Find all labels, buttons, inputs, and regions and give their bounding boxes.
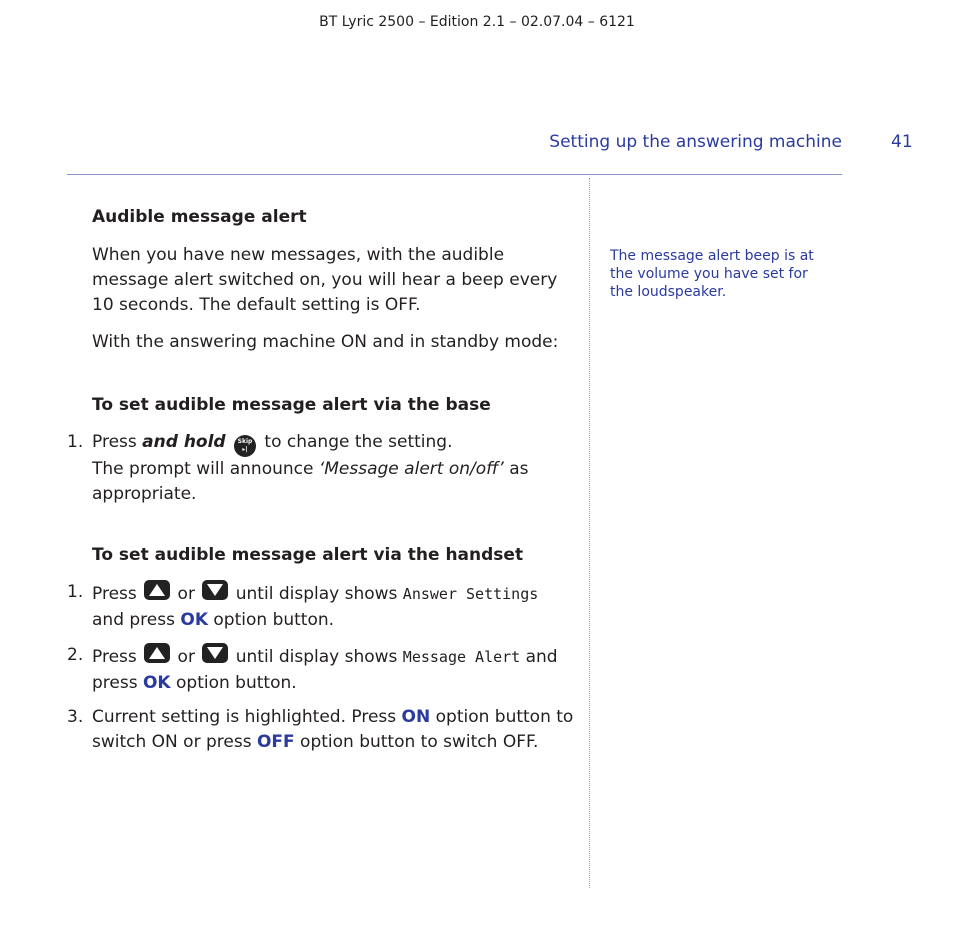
section-title: Setting up the answering machine: [549, 132, 842, 152]
step-text: Current setting is highlighted. Press: [92, 707, 402, 727]
base-step-1: [92, 430, 572, 507]
step-text: until display shows: [230, 584, 403, 604]
step-text: and press: [92, 647, 558, 693]
prompt-pre: The prompt will announce: [92, 459, 319, 479]
down-arrow-key-icon: [202, 580, 228, 608]
prompt-post: as appropriate.: [92, 459, 529, 504]
display-text-message-alert: Message Alert: [402, 648, 521, 666]
handset-step-2-number: 2.: [67, 645, 84, 665]
base-heading: To set audible message alert via the base: [92, 395, 491, 415]
skip-key-icon: Skip ▸|: [234, 435, 256, 457]
section-heading: Audible message alert: [92, 207, 307, 227]
ok-label: OK: [180, 610, 208, 630]
down-arrow-key-icon: [202, 643, 228, 671]
base-step-1-number: 1.: [67, 432, 84, 452]
prompt-quote: ‘Message alert on/off’: [318, 459, 504, 479]
intro-paragraph: When you have new messages, with the audible message alert switched on, you will hear a beep every 10 seconds. The default setting is OFF.: [92, 245, 558, 315]
and-hold-text: and hold: [142, 432, 226, 452]
handset-step-2: [92, 643, 577, 696]
step-text: option button.: [170, 673, 297, 693]
handset-step-3-number: 3.: [67, 707, 84, 727]
step-text: or: [172, 647, 201, 667]
header-rule: [67, 174, 842, 175]
edition-line: BT Lyric 2500 – Edition 2.1 – 02.07.04 – 6121: [319, 14, 635, 30]
step-text: until display shows: [230, 647, 403, 667]
step-text: and press: [92, 610, 181, 630]
side-note: The message alert beep is at the volume you have set for the loudspeaker.: [610, 248, 814, 300]
on-label: ON: [401, 707, 431, 727]
handset-step-1: [92, 580, 577, 633]
up-arrow-key-icon: [144, 580, 170, 608]
ok-label: OK: [142, 673, 171, 693]
handset-step-1-number: 1.: [67, 582, 84, 602]
base-step-1-after: to change the setting.: [259, 432, 453, 452]
step-text: Press: [92, 647, 143, 667]
column-divider: [589, 178, 590, 888]
handset-step-3: [92, 705, 577, 755]
step-text: Press: [92, 584, 143, 604]
page-number: 41: [891, 132, 913, 152]
step-text: option button.: [208, 610, 335, 630]
step-text: option button to switch ON or press: [92, 707, 574, 752]
off-label: OFF: [256, 732, 295, 752]
step-text: or: [172, 584, 201, 604]
base-step-1-press: Press: [92, 432, 143, 452]
step-text: option button to switch OFF.: [294, 732, 539, 752]
handset-heading: To set audible message alert via the handset: [92, 545, 524, 565]
display-text-answer-settings: Answer Settings: [402, 585, 539, 603]
up-arrow-key-icon: [144, 643, 170, 671]
standby-paragraph: With the answering machine ON and in standby mode:: [92, 332, 559, 352]
